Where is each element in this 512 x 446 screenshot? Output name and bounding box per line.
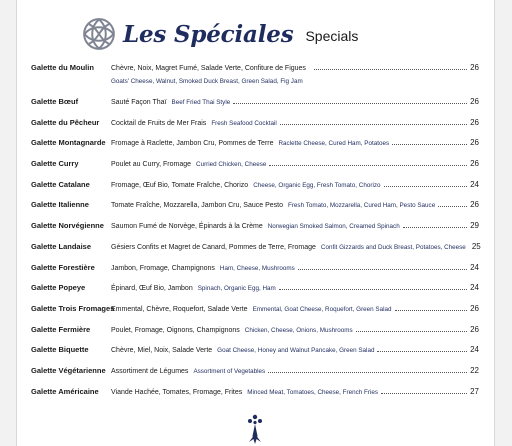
item-name: Galette du Moulin [31,63,94,72]
item-price: 26 [470,159,479,169]
item-name: Galette Biquette [31,345,89,355]
menu-list [29,61,479,405]
item-description-fr: Assortiment de Légumes [111,367,189,375]
page-subtitle: Specials [305,27,359,44]
item-description-en: Goat Cheese, Honey and Walnut Pancake, Green Salad [217,347,375,355]
menu-item [29,261,479,282]
item-description-fr: Jambon, Fromage, Champignons [111,264,215,272]
item-price: 24 [470,345,479,355]
leader-dots [314,63,467,70]
menu-item [29,302,479,323]
item-name: Galette Curry [31,159,79,169]
item-price: 22 [470,365,479,375]
item-price: 25 [471,241,481,251]
menu-item [29,385,479,406]
item-description-fr: Fromage, Œuf Bio, Tomate Fraîche, Chorizo [111,181,249,189]
leader-dots [438,200,467,207]
item-description-fr: Tomate Fraîche, Mozzarella, Jambon Cru, Sauce Pesto [111,202,283,210]
item-price: 24 [470,179,479,189]
menu-item [29,178,479,199]
item-name: Galette Fermière [31,324,91,334]
item-name: Galette Norvégienne [31,221,104,231]
item-price: 26 [470,97,479,106]
menu-item [29,136,479,157]
item-description-en: Norwegian Smoked Salmon, Creamed Spinach [267,223,400,231]
item-description-fr: Cocktail de Fruits de Mer Frais [111,119,207,127]
leader-dots [233,97,467,104]
item-description-en: Raclette Cheese, Cured Ham, Potatoes [278,140,390,148]
menu-item [29,364,479,385]
item-name: Galette Landaise [31,241,92,251]
item-description-en: Ham, Cheese, Mushrooms [219,264,295,272]
leader-dots [268,366,467,373]
menu-item [29,116,479,137]
celtic-knot-icon [81,16,117,52]
item-name: Galette Forestière [31,262,95,272]
item-description-en: Goats' Cheese, Walnut, Smoked Duck Breast, Green Salad, Fig Jam [111,78,303,85]
leader-dots [280,118,467,125]
item-description-en: Chicken, Cheese, Onions, Mushrooms [244,326,353,334]
ermine-icon [245,414,265,444]
menu-item [29,198,479,219]
leader-dots [356,325,468,332]
item-description-en: Beef Fried Thai Style [171,99,231,106]
item-description-en: Curried Chicken, Cheese [196,161,267,169]
item-name: Galette Bœuf [31,97,79,106]
item-name: Galette Catalane [31,179,90,189]
leader-dots [381,387,467,394]
item-name: Galette Italienne [31,200,89,210]
menu-item [29,157,479,178]
menu-item [29,95,479,116]
item-description-fr: Chèvre, Miel, Noix, Salade Verte [111,347,213,355]
item-description-en: Cheese, Organic Egg, Fresh Tomato, Chorizo [253,181,381,189]
item-description-fr: Gésiers Confits et Magret de Canard, Pommes de Terre, Fromage [111,243,316,251]
menu-item [29,61,479,95]
item-description-en: Confit Gizzards and Duck Breast, Potatoes, Cheese [320,243,466,251]
menu-header [81,14,358,54]
item-description-fr: Viande Hachée, Tomates, Fromage, Frites [111,388,243,396]
item-description-en: Spinach, Organic Egg, Ham [197,285,276,293]
leader-dots [392,138,467,145]
item-description-fr: Emmental, Chèvre, Roquefort, Salade Verte [111,305,248,313]
menu-item [29,281,479,302]
page-title: Les Spéciales [123,20,294,48]
leader-dots [279,283,467,290]
item-description-fr: Poulet au Curry, Fromage [111,161,192,169]
item-description-fr: Poulet, Fromage, Oignons, Champignons [111,326,240,334]
item-description-fr: Fromage à Raclette, Jambon Cru, Pommes de Terre [111,140,274,148]
item-price: 24 [470,283,479,293]
item-name: Galette Popeye [31,283,86,293]
item-description-fr: Épinard, Œuf Bio, Jambon [111,285,193,293]
item-name: Galette Végétarienne [31,365,106,375]
leader-dots [298,263,467,270]
leader-dots [384,180,468,187]
menu-item [29,240,479,261]
leader-dots [377,345,467,352]
item-description-fr: Chèvre, Noix, Magret Fumé, Salade Verte, Confiture de Figues [111,65,306,72]
item-description-en: Fresh Tomato, Mozzarella, Cured Ham, Pesto Sauce [287,202,436,210]
leader-dots [269,159,467,166]
item-price: 26 [470,303,479,313]
item-price: 26 [470,117,479,127]
menu-item [29,219,479,240]
item-price: 24 [470,262,479,272]
item-price: 26 [470,200,479,210]
item-price: 26 [470,138,479,148]
item-price: 26 [470,63,479,72]
leader-dots [403,221,467,228]
menu-item [29,343,479,364]
item-description-en: Emmental, Goat Cheese, Roquefort, Green Salad [252,305,392,313]
menu-page [16,0,495,446]
leader-dots [395,304,468,311]
item-description-fr: Saumon Fumé de Norvège, Épinards à la Crème [111,223,263,231]
item-description-en: Minced Meat, Tomatoes, Cheese, French Fries [247,388,379,396]
item-description-fr: Sauté Façon Thaï [111,99,167,106]
menu-item [29,323,479,344]
item-name: Galette Trois Fromages [31,303,115,313]
item-description-en: Assortment of Vegetables [193,367,266,375]
item-price: 27 [470,386,479,396]
item-price: 29 [470,221,479,231]
item-price: 26 [470,324,479,334]
item-name: Galette du Pêcheur [31,117,100,127]
item-name: Galette Montagnarde [31,138,106,148]
item-name: Galette Américaine [31,386,99,396]
item-description-en: Fresh Seafood Cocktail [211,119,277,127]
